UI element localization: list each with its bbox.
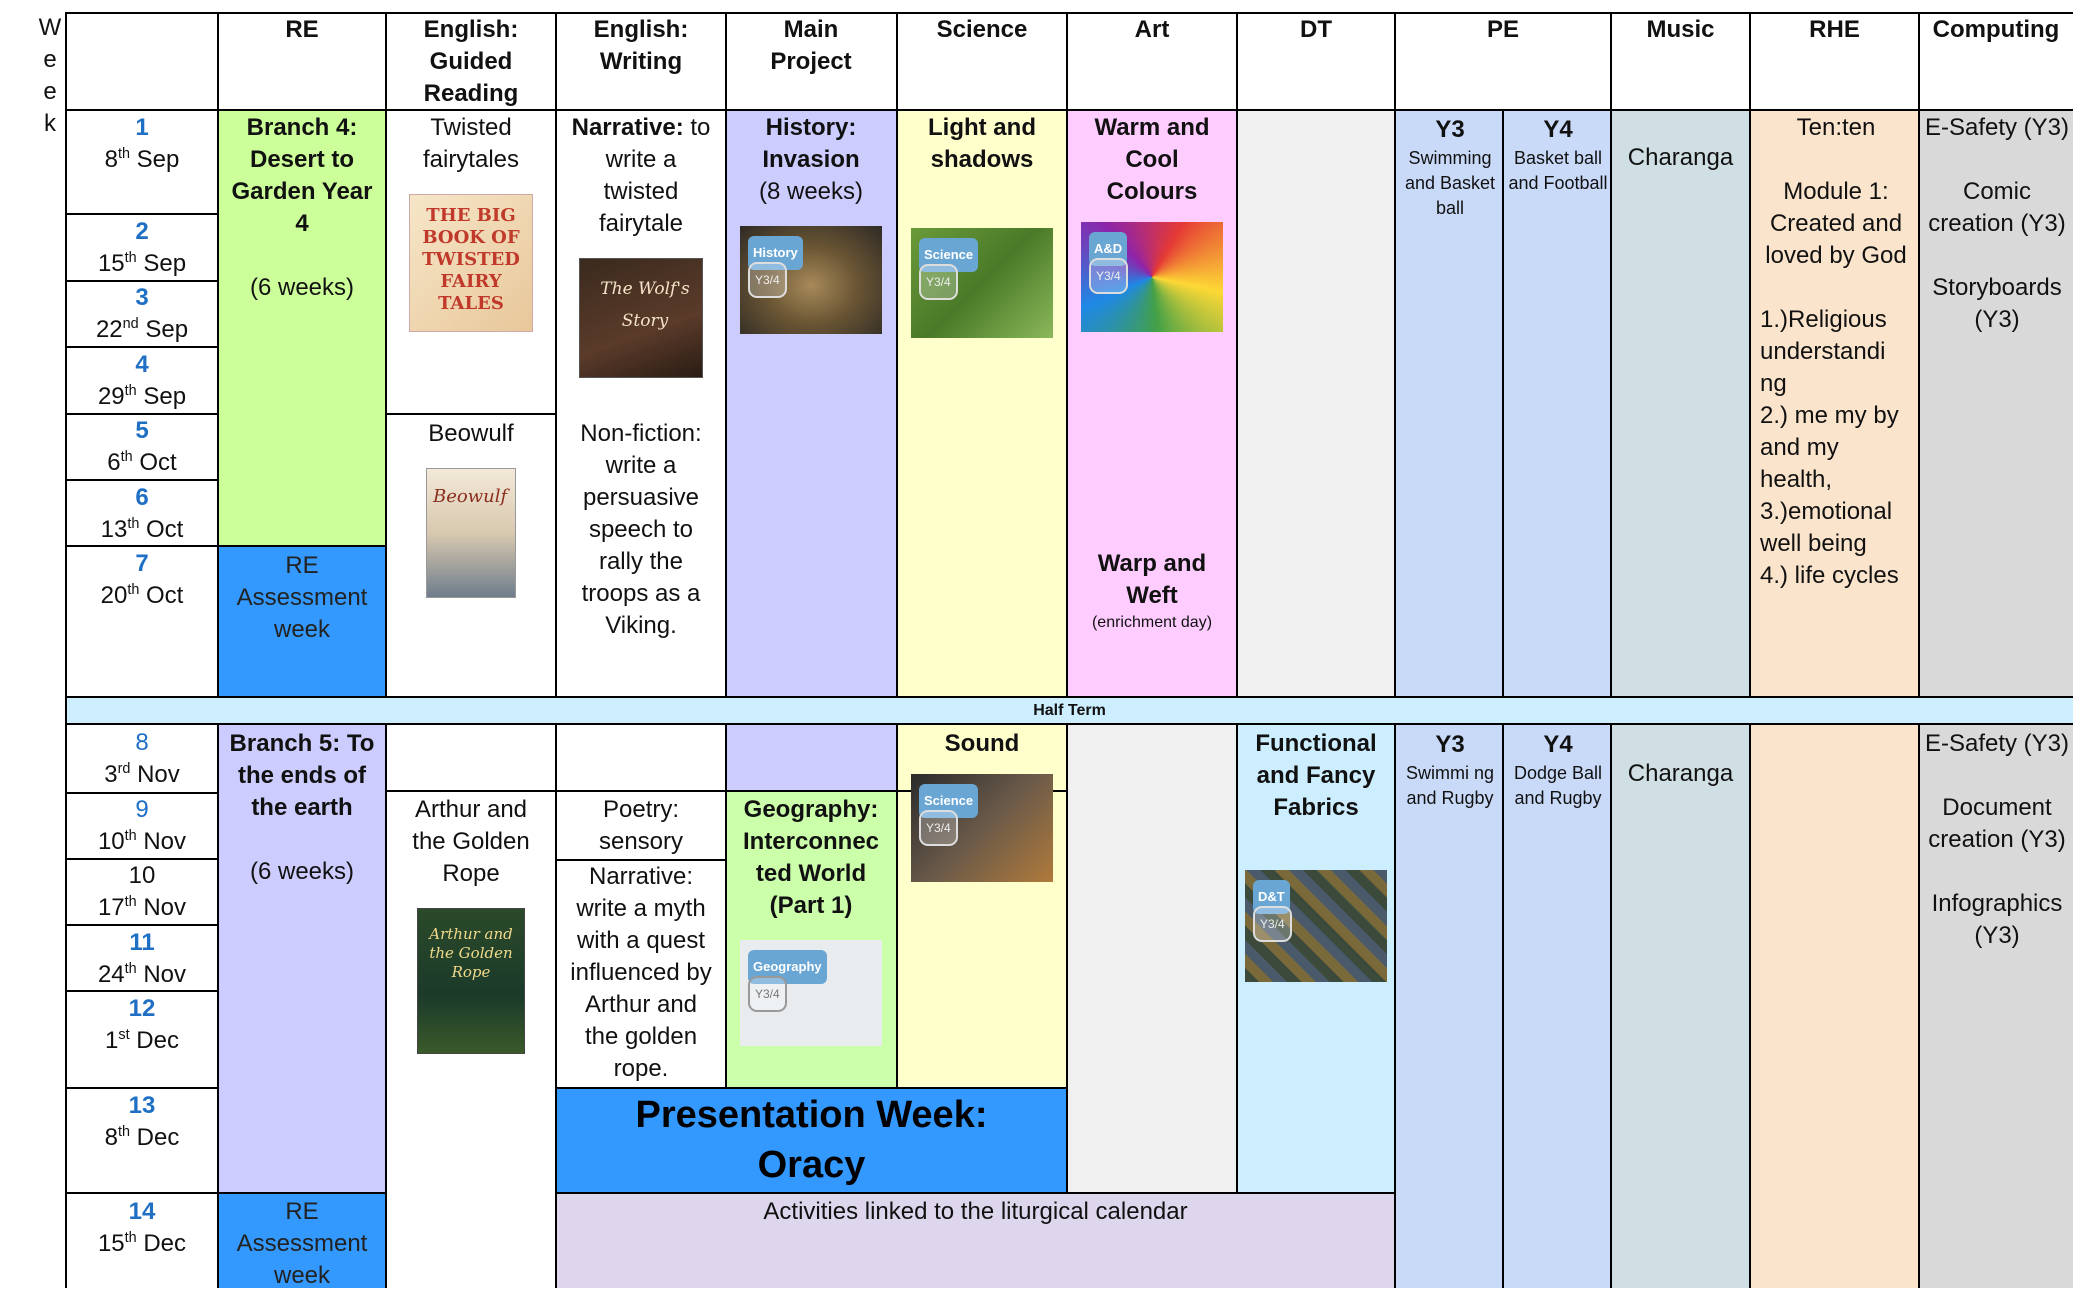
geography-thumbnail: Geography Y3/4 [740,940,882,1046]
reading-twisted-cell [396,112,546,332]
art-warp-weft-cell [1077,548,1227,634]
re-branch4-title: Branch 4: Desert to Garden Year 4 [231,114,373,237]
history-duration: (8 weeks) [758,178,864,205]
science-sound-title: Sound [944,730,1020,757]
grid-line [1918,723,1920,1288]
week-number: 11 [129,929,155,956]
week-cell-7 [67,548,217,612]
computing-item: E-Safety (Y3) [1924,730,2070,757]
week-date: 15th Dec [97,1230,187,1257]
science-sound-thumbnail: Science Y3/4 [911,774,1053,882]
computing-cell-2 [1922,728,2072,952]
music-block-2 [1611,725,1750,1288]
writing-nonfiction-cell: Non-fiction: write a persuasive speech to rally the troops as a Viking. [580,420,702,639]
art-warp-weft-title: Warp and Weft [1097,550,1207,609]
header-science: Science [936,16,1028,43]
pe-y4-cell-2 [1508,729,1608,811]
grid-line [896,723,898,1088]
pe-y3-cell-2 [1400,729,1500,811]
week-date: 3rd Nov [104,761,180,788]
re-branch5-duration: (6 weeks) [249,858,355,885]
grid-line [386,790,556,792]
grid-line [66,346,218,348]
grid-line [1394,12,1396,698]
week-letter: W [38,14,62,41]
week-number: 13 [128,1092,156,1119]
pe-y4-activities: Dodge Ball and Rugby [1513,763,1603,808]
header-re: RE [285,16,319,43]
week-number: 7 [135,550,149,577]
week-number: 6 [135,484,149,511]
re-assessment-2: RE Assessment week [236,1198,368,1289]
twisted-fairytales-book-cover: THE BIG BOOK OF TWISTED FAIRY TALES [409,194,533,332]
grid-line [556,1192,1395,1194]
computing-item: E-Safety (Y3) [1924,114,2070,141]
grid-line [66,1192,218,1194]
week-cell-6 [67,482,217,546]
dt-block-1 [1237,110,1395,696]
pe-y3-activities: Swimmi ng and Rugby [1405,763,1494,808]
grid-line [1502,723,1504,1288]
music-cell-1: Charanga [1627,144,1734,171]
grid-line [896,12,898,698]
pe-y3-activities: Swimming and Basket ball [1404,148,1496,218]
reading-arthur-cell [396,794,546,1054]
grid-line [218,545,386,547]
week-cell-5 [67,415,217,479]
half-term-label: Half Term [1033,701,1106,719]
week-number: 10 [128,862,156,889]
rhe-list-item: 3.)emotional well being [1760,498,1893,557]
grid-line [385,12,387,698]
geography-title: Geography: Interconnec ted World (Part 1) [742,796,880,919]
week-number: 5 [135,417,149,444]
geography-cell [736,794,886,1046]
week-cell-1 [67,112,217,176]
rhe-list [1760,304,1912,592]
art-block-2 [1067,725,1237,1193]
week-letter: e [43,78,57,105]
re-assessment-1: RE Assessment week [236,552,368,643]
history-invasion-cell [736,112,886,334]
pe-y4-cell-1 [1508,114,1608,196]
rhe-list-item: 2.) me my by and my health, [1760,402,1899,493]
grid-line [1749,723,1751,1288]
grid-line [1749,12,1751,698]
art-thumbnail: A&D Y3/4 [1081,222,1223,332]
week-number: 8 [135,729,149,756]
pe-y3-cell-1 [1400,114,1500,221]
grid-line [1066,12,1068,698]
music-cell-2: Charanga [1627,760,1734,787]
history-title: History: Invasion [762,114,860,173]
week-date: 8th Sep [104,146,180,173]
history-thumbnail: History Y3/4 [740,226,882,334]
grid-line [1918,12,1920,698]
week-cell-12 [67,993,217,1057]
science-light-title: Light and shadows [928,114,1036,173]
grid-line [218,1192,386,1194]
week-cell-13 [67,1090,217,1154]
grid-line [1236,723,1238,1193]
week-column-label [36,12,64,162]
header-music: Music [1646,16,1715,43]
reading-arthur-title: Arthur and the Golden Rope [412,796,530,887]
re-branch5-title: Branch 5: To the ends of the earth [229,730,375,821]
dt-thumbnail: D&T Y3/4 [1245,870,1387,982]
week-cell-3 [67,282,217,346]
week-cell-8 [67,727,217,791]
rhe-block-2 [1750,725,1919,1288]
computing-cell-1 [1922,112,2072,336]
grid-line [66,696,2073,698]
rhe-module: Module 1: Created and loved by God [1765,178,1907,269]
grid-line [386,413,556,415]
art-colours-cell [1077,112,1227,332]
grid-line [725,12,727,698]
week-date: 24th Nov [97,961,187,988]
computing-item: Infographics (Y3) [1931,890,2063,949]
week-number: 1 [135,114,149,141]
rhe-title: Ten:ten [1796,114,1876,141]
reading-beowulf-cell [396,418,546,598]
header-english-writing: English: Writing [593,16,689,75]
grid-line [66,1087,218,1089]
rhe-list-item: 1.)Religious understandi ng [1760,306,1887,397]
week-date: 17th Nov [97,894,187,921]
pe-y4-heading: Y4 [1543,731,1573,758]
science-light-cell [907,112,1057,338]
grid-line [556,1087,1067,1089]
grid-line [66,924,218,926]
art-warp-weft-note: (enrichment day) [1091,614,1213,631]
week-letter: e [43,46,57,73]
week-cell-4 [67,349,217,413]
half-term-row [66,698,2073,723]
header-main-project: Main Project [770,16,852,75]
re-branch5-cell [228,728,376,888]
grid-line [66,213,218,215]
week-number: 3 [135,284,149,311]
week-cell-9 [67,794,217,858]
writing-narrative-text: Narrative: to write a twisted fairytale [571,114,711,237]
grid-line [1236,12,1238,698]
reading-beowulf-title: Beowulf [428,420,514,447]
header-computing: Computing [1932,16,2060,43]
computing-item: Comic creation (Y3) [1928,178,2066,237]
header-rhe: RHE [1809,16,1860,43]
pe-y4-heading: Y4 [1543,116,1573,143]
grid-line [217,723,219,1288]
week-date: 1st Dec [105,1027,179,1054]
reading-twisted-title: Twisted fairytales [422,114,520,173]
history-continued-block [726,725,897,791]
arthur-book-cover: Arthur and the Golden Rope [417,908,525,1054]
pe-y3-heading: Y3 [1435,731,1465,758]
re-branch4-cell [228,112,376,304]
wolfs-story-book-cover: The Wolf's Story [579,258,703,378]
rhe-list-item: 4.) life cycles [1760,562,1899,589]
grid-line [385,723,387,1288]
grid-line [66,723,2073,725]
week-date: 15th Sep [97,250,187,277]
grid-line [555,12,557,698]
week-cell-11 [67,927,217,991]
week-date: 6th Oct [107,449,177,476]
grid-line [1502,110,1504,698]
grid-line [217,12,219,698]
art-colours-title: Warm and Cool Colours [1094,114,1210,205]
week-number: 14 [128,1198,156,1225]
liturgical-activities: Activities linked to the liturgical calendar [763,1198,1188,1225]
writing-narrative-cell [566,112,716,378]
rhe-cell-1 [1760,112,1912,592]
week-number: 9 [135,796,149,823]
beowulf-book-cover: Beowulf [426,468,516,598]
header-dt: DT [1300,16,1332,43]
grid-line [1610,12,1612,698]
grid-line [1066,723,1068,1193]
computing-item: Storyboards (Y3) [1932,274,2062,333]
re-branch4-duration: (6 weeks) [249,274,355,301]
science-light-thumbnail: Science Y3/4 [911,228,1053,338]
week-number: 2 [135,218,149,245]
computing-item: Document creation (Y3) [1928,794,2066,853]
week-date: 29th Sep [97,383,187,410]
grid-line [725,723,727,1088]
presentation-week-title: Presentation Week: Oracy [635,1094,988,1186]
week-date: 22nd Sep [95,316,189,343]
music-block-1 [1611,110,1750,696]
week-date: 8th Dec [104,1124,180,1151]
header-pe: PE [1486,16,1519,43]
grid-line [66,109,2073,111]
week-cell-14 [67,1196,217,1260]
week-cell-2 [67,216,217,280]
week-number: 12 [128,995,156,1022]
dt-fabrics-cell [1240,728,1392,982]
grid-line [66,479,218,481]
science-sound-cell [907,728,1057,882]
header-art: Art [1134,16,1170,43]
week-number: 4 [135,351,149,378]
week-date: 13th Oct [100,516,184,543]
pe-y3-heading: Y3 [1435,116,1465,143]
dt-fabrics-title: Functional and Fancy Fabrics [1255,730,1377,821]
pe-y4-activities: Basket ball and Football [1508,148,1608,193]
writing-poetry-cell: Poetry: sensory [598,796,684,855]
week-letter: k [44,110,56,137]
week-date: 20th Oct [100,582,184,609]
header-english-reading: English: Guided Reading [423,16,519,107]
writing-myth-cell: Narrative: write a myth with a quest influenced by Arthur and the golden rope. [570,863,712,1082]
grid-line [1610,723,1612,1288]
week-cell-10 [67,860,217,924]
week-date: 10th Nov [97,828,187,855]
